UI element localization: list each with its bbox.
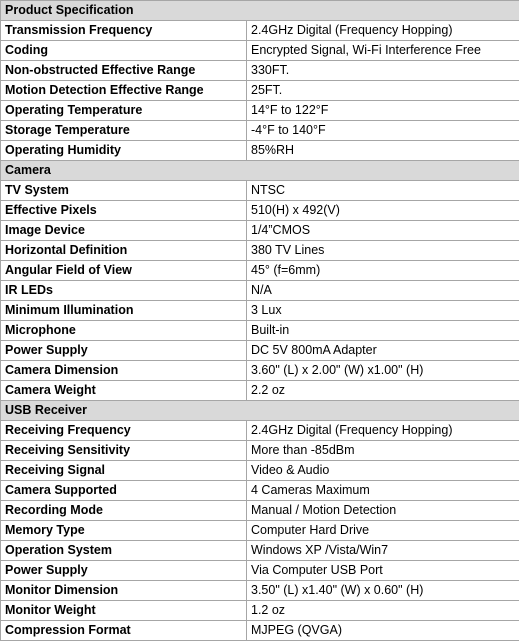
spec-label: Storage Temperature: [1, 121, 247, 141]
spec-row: [1, 81, 519, 101]
spec-row: [1, 41, 519, 61]
spec-label: TV System: [1, 181, 247, 201]
spec-row: [1, 421, 519, 441]
spec-value: 14°F to 122°F: [247, 101, 519, 121]
spec-value: More than -85dBm: [247, 441, 519, 461]
spec-value: 380 TV Lines: [247, 241, 519, 261]
spec-value: Windows XP /Vista/Win7: [247, 541, 519, 561]
spec-label: Monitor Dimension: [1, 581, 247, 601]
spec-row: [1, 461, 519, 481]
spec-label: Camera Dimension: [1, 361, 247, 381]
spec-value: Via Computer USB Port: [247, 561, 519, 581]
spec-label: Operating Humidity: [1, 141, 247, 161]
spec-label: Operating Temperature: [1, 101, 247, 121]
spec-row: [1, 281, 519, 301]
spec-label: Receiving Frequency: [1, 421, 247, 441]
spec-row: [1, 441, 519, 461]
spec-row: [1, 501, 519, 521]
spec-row: [1, 341, 519, 361]
spec-value: Encrypted Signal, Wi-Fi Interference Free: [247, 41, 519, 61]
spec-value: 1/4”CMOS: [247, 221, 519, 241]
spec-row: [1, 241, 519, 261]
section-header-row: [1, 161, 519, 181]
spec-label: Microphone: [1, 321, 247, 341]
spec-value: DC 5V 800mA Adapter: [247, 341, 519, 361]
spec-label: Camera Supported: [1, 481, 247, 501]
spec-value: 85%RH: [247, 141, 519, 161]
spec-label: Angular Field of View: [1, 261, 247, 281]
section-header-row: [1, 1, 519, 21]
spec-value: 330FT.: [247, 61, 519, 81]
spec-value: MJPEG (QVGA): [247, 621, 519, 641]
spec-value: N/A: [247, 281, 519, 301]
spec-row: [1, 601, 519, 621]
spec-label: Power Supply: [1, 561, 247, 581]
spec-value: 2.2 oz: [247, 381, 519, 401]
spec-value: 2.4GHz Digital (Frequency Hopping): [247, 421, 519, 441]
spec-value: 3.50" (L) x1.40" (W) x 0.60" (H): [247, 581, 519, 601]
section-title: USB Receiver: [1, 401, 519, 421]
spec-row: [1, 301, 519, 321]
spec-label: Compression Format: [1, 621, 247, 641]
spec-row: [1, 521, 519, 541]
section-header-row: [1, 401, 519, 421]
spec-label: Receiving Signal: [1, 461, 247, 481]
spec-row: [1, 181, 519, 201]
spec-label: IR LEDs: [1, 281, 247, 301]
spec-label: Recording Mode: [1, 501, 247, 521]
spec-label: Receiving Sensitivity: [1, 441, 247, 461]
section-title: Camera: [1, 161, 519, 181]
spec-value: Built-in: [247, 321, 519, 341]
spec-row: [1, 361, 519, 381]
spec-label: Effective Pixels: [1, 201, 247, 221]
spec-row: [1, 221, 519, 241]
spec-row: [1, 381, 519, 401]
spec-label: Image Device: [1, 221, 247, 241]
spec-value: 3.60" (L) x 2.00" (W) x1.00" (H): [247, 361, 519, 381]
spec-row: [1, 261, 519, 281]
spec-label: Camera Weight: [1, 381, 247, 401]
spec-value: 4 Cameras Maximum: [247, 481, 519, 501]
spec-row: [1, 21, 519, 41]
spec-row: [1, 481, 519, 501]
spec-label: Memory Type: [1, 521, 247, 541]
spec-row: [1, 321, 519, 341]
spec-row: [1, 581, 519, 601]
spec-label: Motion Detection Effective Range: [1, 81, 247, 101]
spec-label: Minimum Illumination: [1, 301, 247, 321]
spec-row: [1, 541, 519, 561]
section-title: Product Specification: [1, 1, 519, 21]
spec-value: 45° (f=6mm): [247, 261, 519, 281]
spec-label: Non-obstructed Effective Range: [1, 61, 247, 81]
spec-label: Monitor Weight: [1, 601, 247, 621]
spec-value: -4°F to 140°F: [247, 121, 519, 141]
spec-row: [1, 561, 519, 581]
spec-row: [1, 61, 519, 81]
spec-label: Horizontal Definition: [1, 241, 247, 261]
spec-value: NTSC: [247, 181, 519, 201]
spec-row: [1, 201, 519, 221]
spec-value: 1.2 oz: [247, 601, 519, 621]
spec-label: Coding: [1, 41, 247, 61]
spec-value: 510(H) x 492(V): [247, 201, 519, 221]
spec-value: Manual / Motion Detection: [247, 501, 519, 521]
spec-value: 3 Lux: [247, 301, 519, 321]
spec-table-body: [1, 1, 519, 641]
spec-value: 2.4GHz Digital (Frequency Hopping): [247, 21, 519, 41]
spec-label: Transmission Frequency: [1, 21, 247, 41]
spec-value: 25FT.: [247, 81, 519, 101]
spec-label: Power Supply: [1, 341, 247, 361]
spec-value: Video & Audio: [247, 461, 519, 481]
spec-row: [1, 621, 519, 641]
spec-label: Operation System: [1, 541, 247, 561]
spec-row: [1, 141, 519, 161]
spec-row: [1, 101, 519, 121]
spec-row: [1, 121, 519, 141]
spec-value: Computer Hard Drive: [247, 521, 519, 541]
